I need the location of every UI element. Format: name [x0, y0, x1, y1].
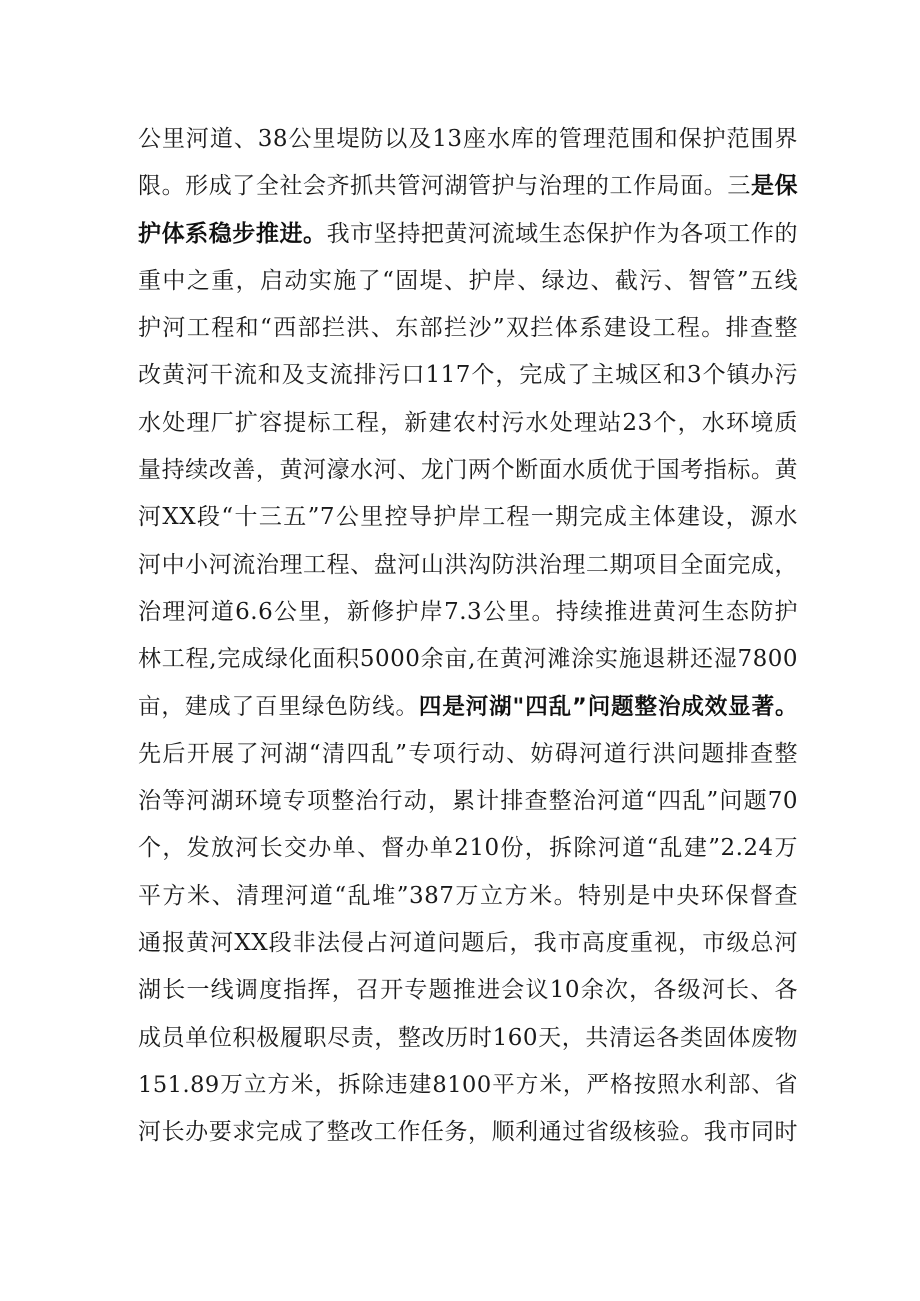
- body-text-segment: 治等河湖环境专项整治行动，累计排查整治河道“四乱”问题70: [138, 788, 798, 815]
- text-line: [138, 684, 798, 731]
- body-text-segment: 限。形成了全社会齐抓共管河湖管护与治理的工作局面。三: [138, 173, 751, 200]
- body-text-segment: 亩，建成了百里绿色防线。: [138, 693, 419, 720]
- text-line: [138, 1109, 798, 1156]
- body-text-segment: 护河工程和“西部拦洪、东部拦沙”双拦体系建设工程。排查整: [138, 315, 798, 342]
- body-text-segment: 成员单位积极履职尽责，整改历时160天，共清运各类固体废物: [138, 1024, 798, 1051]
- text-line: [138, 352, 798, 399]
- bold-heading-text: 是保: [750, 173, 799, 200]
- text-line: [138, 258, 798, 305]
- text-line: [138, 211, 798, 258]
- text-line: [138, 400, 798, 447]
- body-text-segment: 林工程,完成绿化面积5000余亩,在黄河滩涂实施退耕还湿7800: [138, 646, 798, 673]
- body-text-segment: 151.89万立方米，拆除违建8100平方米，严格按照水利部、省: [138, 1071, 798, 1098]
- body-text-segment: 个，发放河长交办单、督办单210份，拆除河道“乱建”2.24万: [138, 835, 798, 862]
- text-line: [138, 778, 798, 825]
- text-line: [138, 1062, 798, 1109]
- bold-heading-text: 四是河湖"四乱”问题整治成效显著。: [418, 693, 798, 720]
- text-line: [138, 116, 798, 163]
- body-text-segment: 河中小河流治理工程、盘河山洪沟防洪治理二期项目全面完成，: [138, 551, 798, 578]
- text-line: [138, 494, 798, 541]
- body-text-segment: 湖长一线调度指挥，召开专题推进会议10余次，各级河长、各: [138, 977, 798, 1004]
- bold-heading-text: 护体系稳步推进。: [138, 220, 327, 247]
- text-line: [138, 447, 798, 494]
- body-text-segment: 量持续改善，黄河濠水河、龙门两个断面水质优于国考指标。黄: [138, 457, 798, 484]
- text-line: [138, 589, 798, 636]
- text-line: [138, 636, 798, 683]
- body-text-segment: 河XX段“十三五”7公里控导护岸工程一期完成主体建设，源水: [138, 504, 798, 531]
- text-line: [138, 967, 798, 1014]
- body-text-segment: 我市坚持把黄河流域生态保护作为各项工作的: [326, 220, 799, 247]
- body-text-segment: 水处理厂扩容提标工程，新建农村污水处理站23个，水环境质: [138, 409, 798, 436]
- text-line: [138, 825, 798, 872]
- body-text-segment: 河长办要求完成了整改工作任务，顺利通过省级核验。我市同时: [138, 1119, 798, 1146]
- body-text-segment: 重中之重，启动实施了“固堤、护岸、绿边、截污、智管”五线: [138, 267, 798, 294]
- text-line: [138, 163, 798, 210]
- text-line: [138, 731, 798, 778]
- body-text-segment: 治理河道6.6公里，新修护岸7.3公里。持续推进黄河生态防护: [138, 598, 798, 625]
- text-line: [138, 1015, 798, 1062]
- body-text-segment: 先后开展了河湖“清四乱”专项行动、妨碍河道行洪问题排查整: [138, 740, 798, 767]
- text-line: [138, 920, 798, 967]
- text-line: [138, 305, 798, 352]
- body-text-segment: 公里河道、38公里堤防以及13座水库的管理范围和保护范围界: [138, 126, 798, 152]
- body-text-segment: 改黄河干流和及支流排污口117个，完成了主城区和3个镇办污: [138, 362, 798, 389]
- body-text-segment: 平方米、清理河道“乱堆”387万立方米。特别是中央环保督查: [138, 882, 798, 909]
- text-line: [138, 542, 798, 589]
- body-text-segment: 通报黄河XX段非法侵占河道问题后，我市高度重视，市级总河: [138, 930, 798, 957]
- body-text: [138, 116, 798, 1157]
- text-line: [138, 873, 798, 920]
